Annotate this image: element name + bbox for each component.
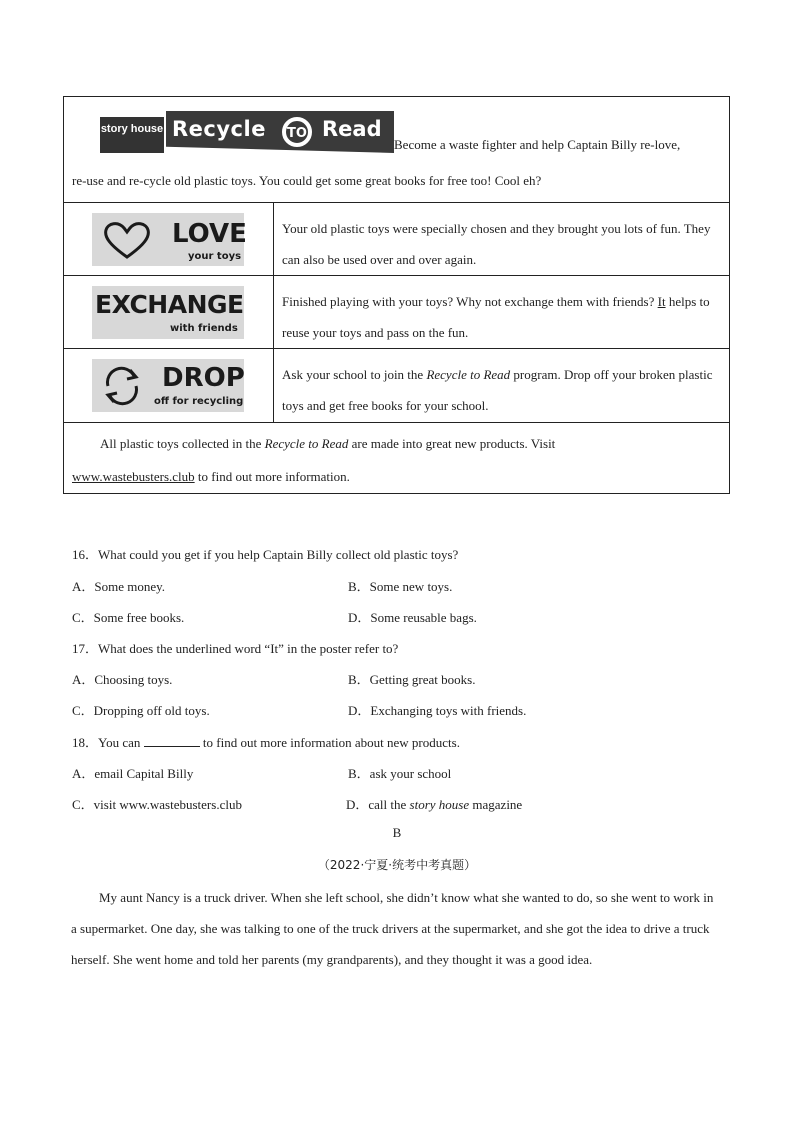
intro-line-1: Become a waste fighter and help Captain Billy re-love, xyxy=(394,137,681,152)
q16-option-d[interactable]: D．Some reusable bags. xyxy=(348,610,477,625)
drop-text xyxy=(282,359,719,421)
q16-option-b[interactable]: B．Some new toys. xyxy=(348,579,453,594)
drop-badge xyxy=(92,359,244,412)
banner-read-text: Read xyxy=(322,117,382,141)
question-17: 17．What does the underlined word “It” in the poster refer to? xyxy=(72,641,399,656)
q18-option-a[interactable]: A．email Capital Billy xyxy=(72,766,194,781)
q18-stem-end: to find out more information about new products. xyxy=(199,735,460,750)
footer-italic: Recycle to Read xyxy=(264,436,349,451)
answer-blank[interactable] xyxy=(144,734,200,747)
footer-text-end: to find out more information. xyxy=(194,469,350,484)
love-badge-subtitle: your toys xyxy=(188,251,242,262)
exchange-badge-title: EXCHANGE xyxy=(95,290,244,319)
q18-option-c[interactable]: C．visit www.wastebusters.club xyxy=(72,797,242,812)
source-note: （2022·宁夏·统考中考真题） xyxy=(317,858,477,872)
passage-paragraph: My aunt Nancy is a truck driver. When she left school, she didn’t know what she wanted to do, so she went to work in a supermarket. One day, she was talking to one of the truck drivers at the supermarket, and she got the idea to drive a truck herself. She went home and told her parents (my grandparents), and they thought it was a good idea. xyxy=(71,890,714,967)
poster-table xyxy=(63,96,730,494)
drop-badge-subtitle: off for recycling xyxy=(154,396,244,407)
poster-footer-text xyxy=(72,427,719,493)
q17-option-a[interactable]: A．Choosing toys. xyxy=(72,672,173,687)
section-letter: B xyxy=(392,825,402,840)
question-18 xyxy=(72,732,460,751)
banner-to-text: TO xyxy=(287,126,307,141)
column-divider xyxy=(273,349,274,422)
to-arrows-icon xyxy=(276,115,318,149)
love-badge-title: LOVE xyxy=(172,219,247,249)
intro-line-2: re-use and re-cycle old plastic toys. You could get some great books for free too! Cool eh? xyxy=(72,173,542,188)
footer-text-start: All plastic toys collected in the xyxy=(100,436,265,451)
exchange-badge-subtitle: with friends xyxy=(170,323,238,334)
question-16: 16．What could you get if you help Captain Billy collect old plastic toys? xyxy=(72,547,459,562)
poster-footer-row xyxy=(64,422,729,493)
q16-option-c[interactable]: C．Some free books. xyxy=(72,610,185,625)
q17-option-d[interactable]: D．Exchanging toys with friends. xyxy=(348,703,527,718)
drop-text-start: Ask your school to join the xyxy=(282,367,427,382)
exchange-badge xyxy=(92,286,244,339)
love-row xyxy=(64,202,729,275)
love-text: Your old plastic toys were specially chosen and they brought you lots of fun. They can also be used over and over again. xyxy=(282,221,711,267)
column-divider xyxy=(273,276,274,348)
q18-option-d-end: magazine xyxy=(469,797,523,812)
q18-option-d[interactable] xyxy=(346,794,522,813)
q17-option-b[interactable]: B．Getting great books. xyxy=(348,672,476,687)
exchange-text-end: helps to reuse your toys and pass on the fun. xyxy=(282,294,710,340)
q17-option-c[interactable]: C．Dropping off old toys. xyxy=(72,703,210,718)
recycle-to-read-italic: Recycle to Read xyxy=(426,367,511,382)
recycle-arrows-icon xyxy=(98,364,146,408)
love-badge xyxy=(92,213,247,266)
drop-row xyxy=(64,348,729,422)
story-house-italic: story house xyxy=(409,797,470,812)
q18-option-b[interactable]: B．ask your school xyxy=(348,766,452,781)
wastebusters-link[interactable]: www.wastebusters.club xyxy=(72,469,195,484)
banner-recycle-text: Recycle xyxy=(172,117,266,141)
drop-text-end: program. Drop off your broken plastic toys and get free books for your school. xyxy=(282,367,713,413)
exchange-text-start: Finished playing with your toys? Why not exchange them with friends? xyxy=(282,294,658,309)
footer-text-middle: are made into great new products. Visit xyxy=(348,436,556,451)
recycle-to-read-banner xyxy=(100,109,394,153)
q18-option-d-start: D．call the xyxy=(346,797,410,812)
q16-option-a[interactable]: A．Some money. xyxy=(72,579,166,594)
underlined-it: It xyxy=(657,294,666,309)
q18-stem-start: 18．You can xyxy=(72,735,144,750)
drop-badge-title: DROP xyxy=(162,363,245,393)
exchange-text xyxy=(282,286,719,348)
story-house-logo: story house xyxy=(100,117,164,153)
column-divider xyxy=(273,203,274,275)
poster-header-row xyxy=(64,97,729,202)
heart-icon xyxy=(100,219,154,261)
exchange-row xyxy=(64,275,729,348)
